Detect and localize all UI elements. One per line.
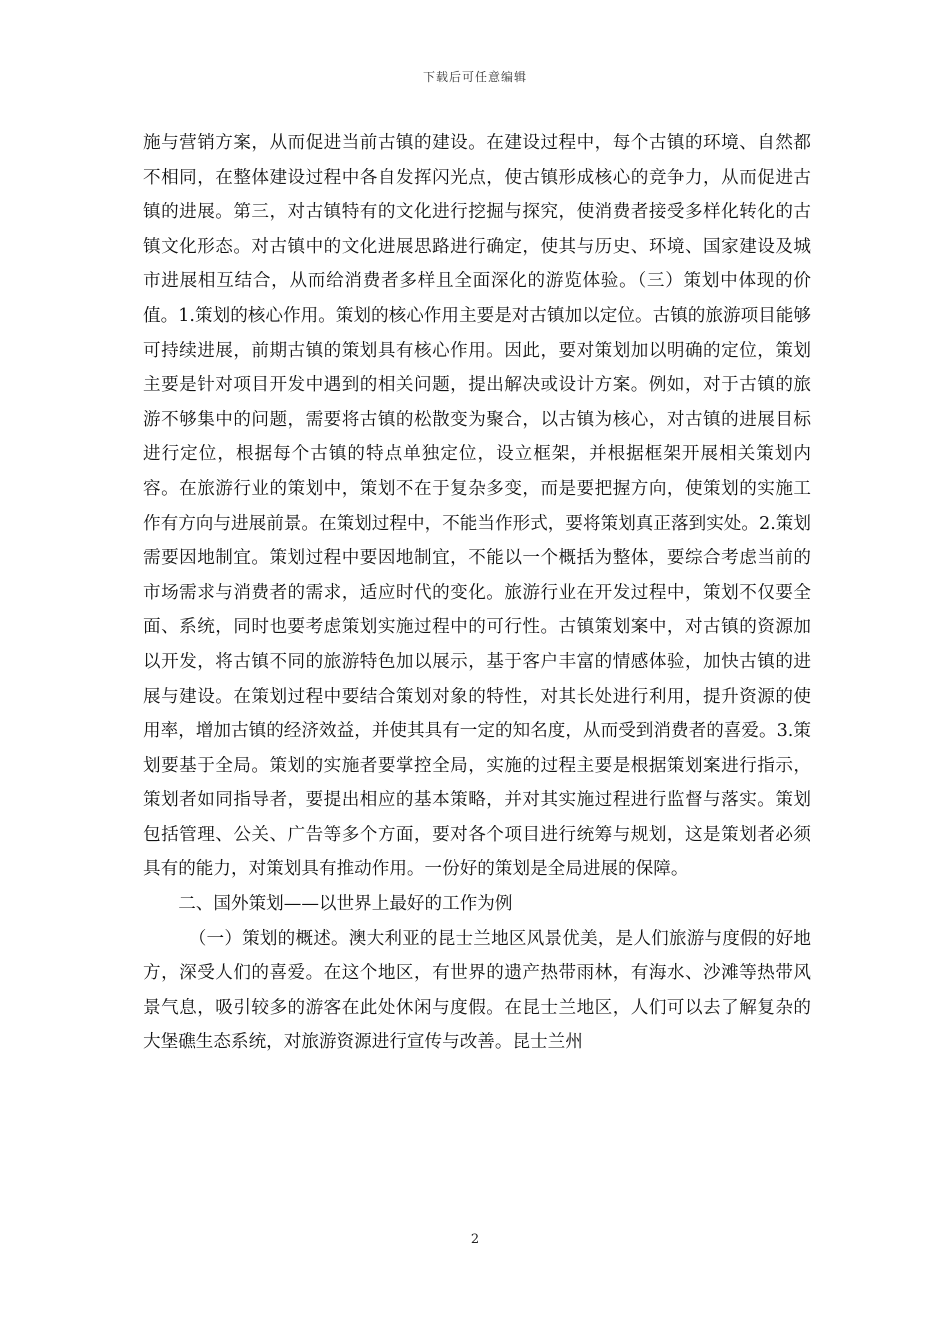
page-header: 下载后可任意编辑 (422, 70, 527, 84)
paragraph-continued: 施与营销方案，从而促进当前古镇的建设。在建设过程中，每个古镇的环境、自然都不相同，在整体建设过程中各自发挥闪光点，使古镇形成核心的竞争力，从而促进古镇的进展。第三，对古镇特有的文化进行挖掘与探究，使消费者接受多样化转化的古镇文化形态。对古镇中的文化进展思路进行确定，使其与历史、环境、国家建设及城市进展相互结合，从而给消费者多样且全面深化的游览体验。（三）策划中体现的价值。1.策划的核心作用。策划的核心作用主要是对古镇加以定位。古镇的旅游项目能够可持续进展，前期古镇的策划具有核心作用。因此，要对策划加以明确的定位，策划主要是针对项目开发中遇到的相关问题，提出解决或设计方案。例如，对于古镇的旅游不够集中的问题，需要将古镇的松散变为聚合，以古镇为核心，对古镇的进展目标进行定位，根据每个古镇的特点单独定位，设立框架，并根据框架开展相关策划内容。在旅游行业的策划中，策划不在于复杂多变，而是要把握方向，使策划的实施工作有方向与进展前景。在策划过程中，不能当作形式，要将策划真正落到实处。2.策划需要因地制宜。策划过程中要因地制宜，不能以一个概括为整体，要综合考虑当前的市场需求与消费者的需求，适应时代的变化。旅游行业在开发过程中，策划不仅要全面、系统，同时也要考虑策划实施过程中的可行性。古镇策划案中，对古镇的资源加以开发，将古镇不同的旅游特色加以展示，基于客户丰富的情感体验，加快古镇的进展与建设。在策划过程中要结合策划对象的特性，对其长处进行利用，提升资源的使用率，增加古镇的经济效益，并使其具有一定的知名度，从而受到消费者的喜爱。3.策划要基于全局。策划的实施者要掌控全局，实施的过程主要是根据策划案进行指示，策划者如同指导者，要提出相应的基本策略，并对其实施过程进行监督与落实。策划包括管理、公关、广告等多个方面，要对各个项目进行统筹与规划，这是策划者必须具有的能力，对策划具有推动作用。一份好的策划是全局进展的保障。 (143, 133, 811, 880)
document-body (143, 126, 811, 1060)
page-number: 2 (470, 1232, 480, 1247)
paragraph-overview: （一）策划的概述。澳大利亚的昆士兰地区风景优美，是人们旅游与度假的好地方，深受人们的喜爱。在这个地区，有世界的遗产热带雨林，有海水、沙滩等热带风景气息，吸引较多的游客在此处休闲与度假。在昆士兰地区，人们可以去了解复杂的大堡礁生态系统，对旅游资源进行宣传与改善。昆士兰州 (143, 928, 811, 1053)
section-heading: 二、国外策划——以世界上最好的工作为例 (178, 894, 513, 915)
